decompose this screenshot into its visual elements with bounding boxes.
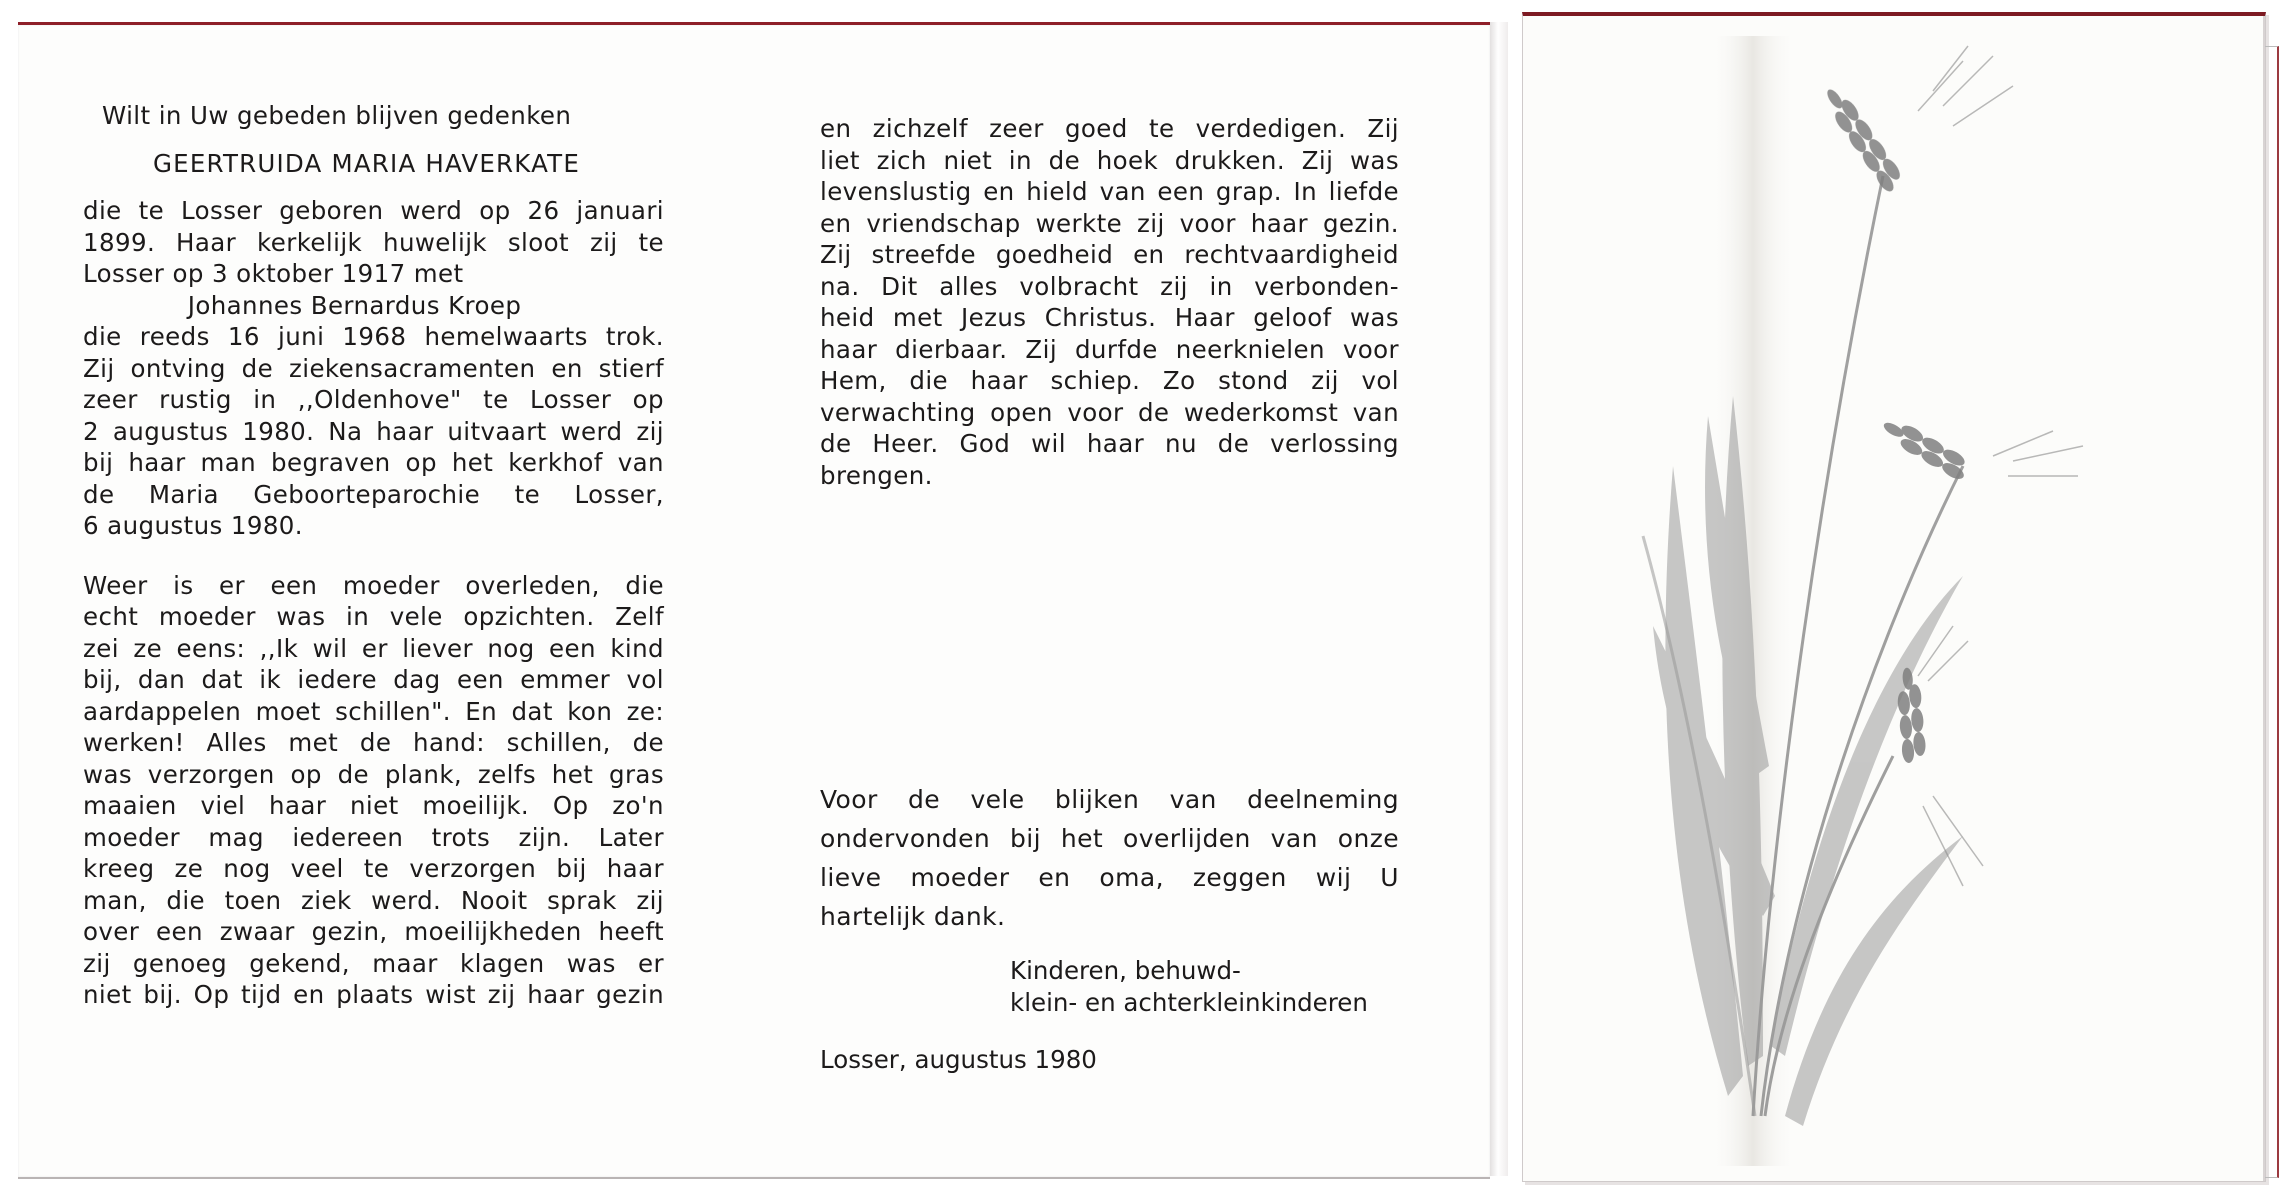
wheat-illustration [1523,16,2265,1181]
right-text-column [820,113,1399,491]
continuation-line: en vriendschap werkte zij voor haar gezin. [820,208,1399,238]
signature [1010,955,1368,1018]
tribute-line: bij, dan dat ik iedere dag een emmer vol [83,665,664,694]
place-date: Losser, augustus 1980 [820,1045,1097,1074]
tribute-line: kreeg ze nog veel te verzorgen bij haar [83,854,664,883]
thanks-line: lieve moeder en oma, zeggen wij U [820,863,1399,892]
tribute-line: echt moeder was in vele opzichten. Zelf [83,602,664,631]
wheat-leaves [1653,396,1963,1126]
signature-line: klein- en achterkleinkinderen [1010,987,1368,1017]
card-edge [2265,46,2279,1178]
tribute-line: moeder mag iedereen trots zijn. Later [83,822,664,852]
continuation-line: haar dierbaar. Zij durfde neerknielen voor [820,334,1399,364]
deceased-name: GEERTRUIDA MARIA HAVERKATE [152,148,581,178]
tribute-line: over een zwaar gezin, moeilijkheden heeft [83,917,664,946]
death-line: 6 augustus 1980. [83,511,303,540]
birth-line: 1899. Haar kerkelijk huwelijk sloot zij te [83,227,664,257]
tribute-line: maaien viel haar niet moeilijk. Op zo'n [83,791,664,820]
cover-panel [1522,12,2266,1182]
continuation-line: levenslustig en hield van een grap. In liefde [820,177,1399,206]
tribute-line: aardappelen moet schillen". En dat kon ze: [83,696,664,726]
continuation-line: na. Dit alles volbracht zij in verbonden- [820,271,1399,301]
tribute-line: werken! Alles met de hand: schillen, de [83,728,664,757]
thanks-block [820,780,1399,936]
continuation-line: Zij streefde goedheid en rechtvaardigheid [820,240,1399,269]
card-fold [1490,22,1508,1176]
intro-line: Wilt in Uw gebeden blijven gedenken [102,101,572,130]
wheat-ears [1819,83,1973,763]
death-line: die reeds 16 juni 1968 hemelwaarts trok. [83,322,664,351]
continuation-line: de Heer. God wil haar nu de verlossing [820,429,1399,458]
thanks-line: ondervonden bij het overlijden van onze [820,824,1399,853]
death-line: Zij ontving de ziekensacramenten en stierf [83,353,664,383]
tribute-line: niet bij. Op tijd en plaats wist zij haar gezin [83,980,664,1009]
tribute-line: was verzorgen op de plank, zelfs het gras [83,759,664,789]
tribute-line: man, die toen ziek werd. Nooit sprak zij [83,885,664,915]
continuation-line: en zichzelf zeer goed te verdedigen. Zij [820,114,1399,143]
continuation-line: verwachting open voor de wederkomst van [820,397,1399,427]
birth-line: die te Losser geboren werd op 26 januari [83,196,664,225]
death-line: 2 augustus 1980. Na haar uitvaart werd zij [83,416,664,446]
signature-line: Kinderen, behuwd- [1010,956,1241,985]
continuation-line: brengen. [820,460,933,490]
tribute-line: Weer is er een moeder overleden, die [83,570,664,600]
death-line: bij haar man begraven op het kerkhof van [83,448,664,477]
tribute-line: zij genoeg gekend, maar klagen was er [83,948,664,978]
spouse-name: Johannes Bernardus Kroep [187,290,522,320]
continuation-line: heid met Jezus Christus. Haar geloof was [820,303,1399,332]
tribute-line: zei ze eens: ,,Ik wil er liever nog een kind [83,633,664,663]
death-line: zeer rustig in ,,Oldenhove" te Losser op [83,385,664,414]
birth-line: Losser op 3 oktober 1917 met [83,259,464,288]
death-line: de Maria Geboorteparochie te Losser, [83,479,664,509]
continuation-line: liet zich niet in de hoek drukken. Zij was [820,145,1399,175]
thanks-line: Voor de vele blijken van deelneming [820,785,1399,814]
left-text-column [83,100,664,1011]
continuation-line: Hem, die haar schiep. Zo stond zij vol [820,366,1399,395]
thanks-line: hartelijk dank. [820,902,1006,931]
